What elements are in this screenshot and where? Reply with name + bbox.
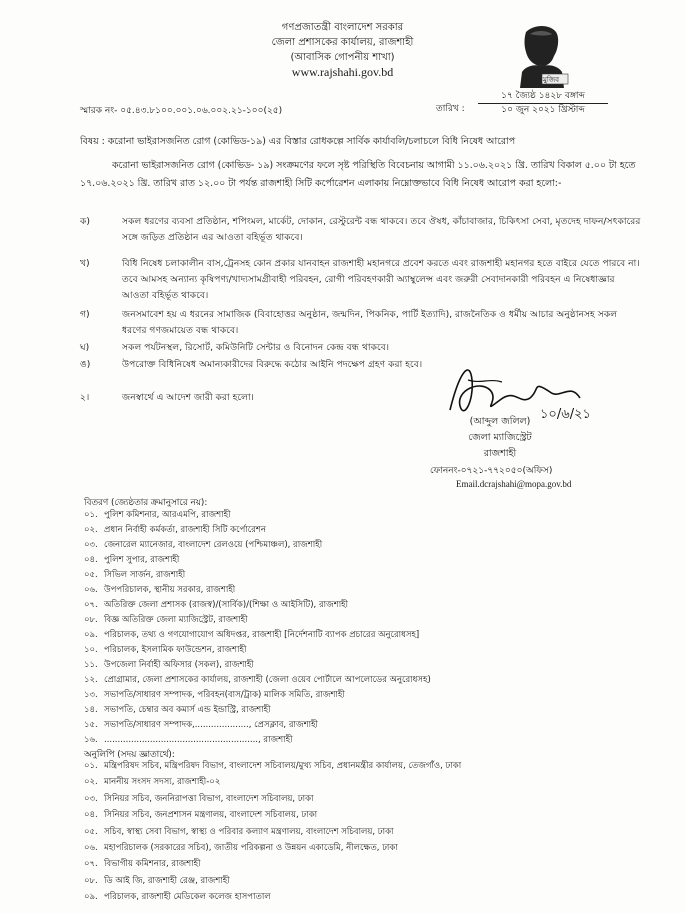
item-number: ০৮.	[84, 875, 98, 886]
item-text: ........................................................., রাজশাহী	[104, 735, 293, 745]
handwritten-date: ১০/৬/২১	[540, 407, 591, 422]
item-text: জনসমাবেশ হয় এ ধরনের সামাজিক (বিবাহোত্তর অনুষ্ঠান, জন্মদিন, পিকনিক, পার্টি ইত্যাদি), রাজনৈতিক ও ধর্মীয় আচার অনুষ্ঠানসহ সকল ধরণের গণজমায়েত বন্ধ থাকবে।	[122, 309, 618, 336]
item-number: ০৭.	[84, 600, 98, 610]
item-number: ০৩.	[84, 540, 98, 550]
item-key: ঘ)	[80, 342, 90, 353]
list-item	[84, 554, 179, 566]
list-item	[84, 760, 461, 772]
list-item	[84, 569, 185, 581]
item-text: বিভাগীয় কমিশনার, রাজশাহী	[104, 859, 201, 870]
item-key: খ)	[80, 258, 90, 269]
list-item	[84, 599, 348, 611]
item-number: ১৫.	[84, 720, 98, 730]
subject-line: বিষয় : করোনা ভাইরাসজনিত রোগ (কোভিড-১৯) এর বিস্তার রোধকল্পে সার্বিক কার্যাবলি/চলাচলে বিধি নিষেধ আরোপ	[80, 136, 516, 147]
item-text: সিভিল সার্জন, রাজশাহী	[104, 570, 186, 580]
item-text: পরিচালক, রাজশাহী মেডিকেল কলেজ হাসপাতাল	[104, 892, 271, 903]
item-number: ০৭.	[84, 859, 98, 870]
item-text: সচিব, স্বাস্থ্য সেবা বিভাগ, স্বাস্থ্য ও পরিবার কল্যাণ মন্ত্রণালয়, বাংলাদেশ সচিবালয়, ঢাকা	[104, 826, 394, 837]
item-text: প্রোগ্রামার, জেলা প্রশাসকের কার্যালয়, রাজশাহী (জেলা ওয়েব পোর্টালে আপলোডের অনুরোধসহ)	[104, 675, 431, 685]
item-text: ডি আই জি, রাজশাহী রেঞ্জ, রাজশাহী	[104, 875, 230, 886]
item-key: ঙ)	[80, 359, 91, 370]
list-item	[84, 891, 271, 903]
item-text: মহাপরিচালক (সরকারের সচিব), জাতীয় পরিকল্পনা ও উন্নয়ন একাডেমি, নীলক্ষেত, ঢাকা	[104, 843, 398, 853]
item-number: ০৩.	[84, 793, 98, 804]
item-text: জনস্বার্থে এ আদেশ জারী করা হলো।	[122, 392, 254, 403]
phone-number: ফোননং-০৭২১-৭৭২০৫০(অফিস)	[430, 466, 553, 476]
list-item	[84, 614, 248, 626]
svg-text:মুজিব: মুজিব	[543, 76, 560, 84]
intro-paragraph: করোনা ভাইরাসজনিত রোগ (কোভিড- ১৯) সংক্রমণের ফলে সৃষ্ট পরিস্থিতি বিবেচনায় আগামী ১১.০৬.২০২১ খ্রি. তারিখ বিকাল ৫.০০ টা হতে ১৭.০৬.২০২১ খ্রি. তারিখ রাত ১২.০০ টা পর্যন্ত রাজশাহী সিটি কর্পোরেশন এলাকায় নিম্নোক্তভাবে বিধি নিষেধ আরোপ করা হলো:-	[80, 160, 636, 189]
item-number: ০৫.	[84, 826, 98, 837]
item-text: পুলিশ সুপার, রাজশাহী	[104, 555, 180, 565]
item-text: বিধি নিষেধ চলাকালীন বাস,ট্রেনসহ কোন প্রকার যানবাহন রাজশাহী মহানগরে প্রবেশ করতে এবং রাজশাহী মহানগর হতে বাইরে যেতে পারবে না। তবে আমসহ অন্যান্য কৃষিপণ্য/খাদ্যসামগ্রীবাহী পরিবহন, রোগী পরিবহণকারী অ্যাম্বুলেন্স এবং জরুরী সেবাদানকারী পরিবহন এ নিষেধাজ্ঞার আওতা বহির্ভূত থাকবে।	[122, 258, 640, 301]
item-text: জেনারেল ম্যানেজার, বাংলাদেশ রেলওয়ে (পশ্চিমাঞ্চল), রাজশাহী	[104, 540, 323, 550]
item-number: ১৪.	[84, 705, 98, 715]
email-address[interactable]: Email.dcrajshahi@mopa.gov.bd	[456, 479, 572, 489]
item-text: অতিরিক্ত জেলা প্রশাসক (রাজস্ব)/(সার্বিক)/(শিক্ষা ও আইসিটি), রাজশাহী	[104, 600, 349, 610]
item-number: ০৬.	[84, 585, 98, 595]
list-item	[84, 734, 293, 746]
item-key: ক)	[80, 216, 91, 227]
government-line: গণপ্রজাতন্ত্রী বাংলাদেশ সরকার	[281, 22, 404, 33]
signatory-place: রাজশাহী	[483, 448, 517, 459]
date-english: ১০ জুন ২০২১ খ্রিস্টাব্দ	[478, 103, 608, 117]
list-item	[84, 858, 201, 870]
item-text: বিজ্ঞ অতিরিক্ত জেলা ম্যাজিস্ট্রেট, রাজশাহী	[104, 615, 248, 625]
item-text: সিনিয়র সচিব, জনপ্রশাসন মন্ত্রণালয়, বাংলাদেশ সচিবালয়, ঢাকা	[104, 810, 318, 821]
item-number: ০৯.	[84, 630, 98, 640]
item-number: ০৬.	[84, 843, 98, 853]
item-text: সিনিয়র সচিব, জননিরাপত্তা বিভাগ, বাংলাদেশ সচিবালয়, ঢাকা	[104, 793, 314, 804]
item-text: সকল ধরণের ব্যবসা প্রতিষ্ঠান, শপিংমল, মার্কেট, দোকান, রেস্টুরেন্ট বন্ধ থাকবে। তবে ঔষধ, কাঁচাবাজার, চিকিৎসা সেবা, মৃতদেহ দাফন/সৎকারের সঙ্গে জড়িত প্রতিষ্ঠান এর আওতা বহির্ভূত থাকবে।	[122, 216, 641, 243]
list-item	[84, 659, 254, 671]
list-item	[84, 809, 317, 821]
memo-number: স্মারক নং- ০৫.৪৩.৮১০০.০০১.০৬.০০২.২১-১০০(২৫)	[80, 106, 283, 116]
list-item	[84, 644, 246, 656]
item-number: ০৪.	[84, 555, 98, 565]
item-number: ১১.	[84, 660, 98, 670]
mujib-year-logo-icon	[512, 22, 570, 88]
list-item	[84, 826, 393, 838]
list-item	[84, 793, 314, 805]
item-text: সকল পর্যটনস্থল, রিসোর্ট, কমিউনিটি সেন্টার ও বিনোদন কেন্দ্র বন্ধ থাকবে।	[122, 342, 390, 353]
list-item	[84, 674, 431, 686]
list-item	[84, 689, 345, 701]
copy-heading: অনুলিপি (সদয় জ্ঞাতার্থে):	[84, 750, 175, 760]
website-link[interactable]: www.rajshahi.gov.bd	[291, 65, 394, 79]
item-number: ০৫.	[84, 570, 98, 580]
item-number: ০২.	[84, 777, 98, 788]
item-text: মাননীয় সংসদ সদস্য, রাজশাহী-০২	[104, 777, 221, 788]
list-item	[84, 776, 220, 788]
date-label: তারিখ :	[436, 104, 465, 114]
branch-line: (আবাসিক গোপনীয় শাখা)	[290, 52, 395, 63]
item-number: ১৩.	[84, 690, 98, 700]
item-number: ০৯.	[84, 892, 98, 903]
item-text: উপপরিচালক, স্থানীয় সরকার, রাজশাহী	[104, 585, 236, 595]
distribution-heading: বিতরণ (জ্যেষ্ঠতার ক্রমানুসারে নয়):	[84, 498, 208, 508]
list-item	[84, 584, 235, 596]
item-text: পুলিশ কমিশনার, আরএমপি, রাজশাহী	[104, 510, 231, 520]
item-text: সভাপতি/সাধারণ সম্পাদক, পরিবহন(বাস/ট্রাক) মালিক সমিতি, রাজশাহী	[104, 690, 345, 700]
item-key: ২।	[80, 392, 90, 403]
item-text: সভাপতি/সাধারণ সম্পাদক,...................., প্রেসক্লাব, রাজশাহী	[104, 720, 318, 730]
signatory-name: (আব্দুল জলিল)	[469, 416, 531, 427]
item-number: ১০.	[84, 645, 98, 655]
list-item	[84, 704, 271, 716]
list-item	[84, 875, 230, 887]
item-text: উপরোক্ত বিধিনিষেধ অমান্যকারীদের বিরুদ্ধে কঠোর আইনি পদক্ষেপ গ্রহণ করা হবে।	[122, 359, 423, 370]
item-number: ০৮.	[84, 615, 98, 625]
date-block	[478, 90, 608, 117]
item-text: মন্ত্রিপরিষদ সচিব, মন্ত্রিপরিষদ বিভাগ, বাংলাদেশ সচিবালয়/মুখ্য সচিব, প্রধানমন্ত্রীর কার্যালয়, তেজগাঁও, ঢাকা	[104, 761, 462, 771]
item-text: প্রধান নির্বাহী কর্মকর্তা, রাজশাহী সিটি কর্পোরেশন	[104, 525, 266, 535]
date-bangla: ১৭ জ্যৈষ্ঠ ১৪২৮ বঙ্গাব্দ	[501, 91, 585, 101]
list-item	[84, 719, 318, 731]
item-text: পরিচালক, তথ্য ও গণযোগাযোগ অধিদপ্তর, রাজশাহী [নির্দেশনাটি ব্যাপক প্রচারের অনুরোধসহ]	[104, 630, 420, 640]
item-number: ০১.	[84, 510, 98, 520]
item-number: ১২.	[84, 675, 98, 685]
item-key: গ)	[80, 309, 90, 320]
item-text: সভাপতি, চেম্বার অব কমার্স এন্ড ইন্ডাস্ট্রি, রাজশাহী	[104, 705, 271, 715]
item-number: ০১.	[84, 761, 98, 771]
list-item	[84, 842, 398, 854]
signatory-designation: জেলা ম্যাজিস্ট্রেট	[468, 432, 532, 443]
item-number: ০৪.	[84, 810, 98, 821]
item-number: ১৬.	[84, 735, 98, 745]
item-text: পরিচালক, ইসলামিক ফাউন্ডেশন, রাজশাহী	[104, 645, 247, 655]
letterhead	[0, 20, 685, 80]
list-item	[84, 524, 266, 536]
item-text: উপজেলা নির্বাহী অফিসার (সকল), রাজশাহী	[104, 660, 254, 670]
list-item	[84, 629, 419, 641]
office-line: জেলা প্রশাসকের কার্যালয়, রাজশাহী	[271, 37, 414, 48]
list-item	[84, 539, 322, 551]
item-number: ০২.	[84, 525, 98, 535]
list-item	[84, 509, 231, 521]
